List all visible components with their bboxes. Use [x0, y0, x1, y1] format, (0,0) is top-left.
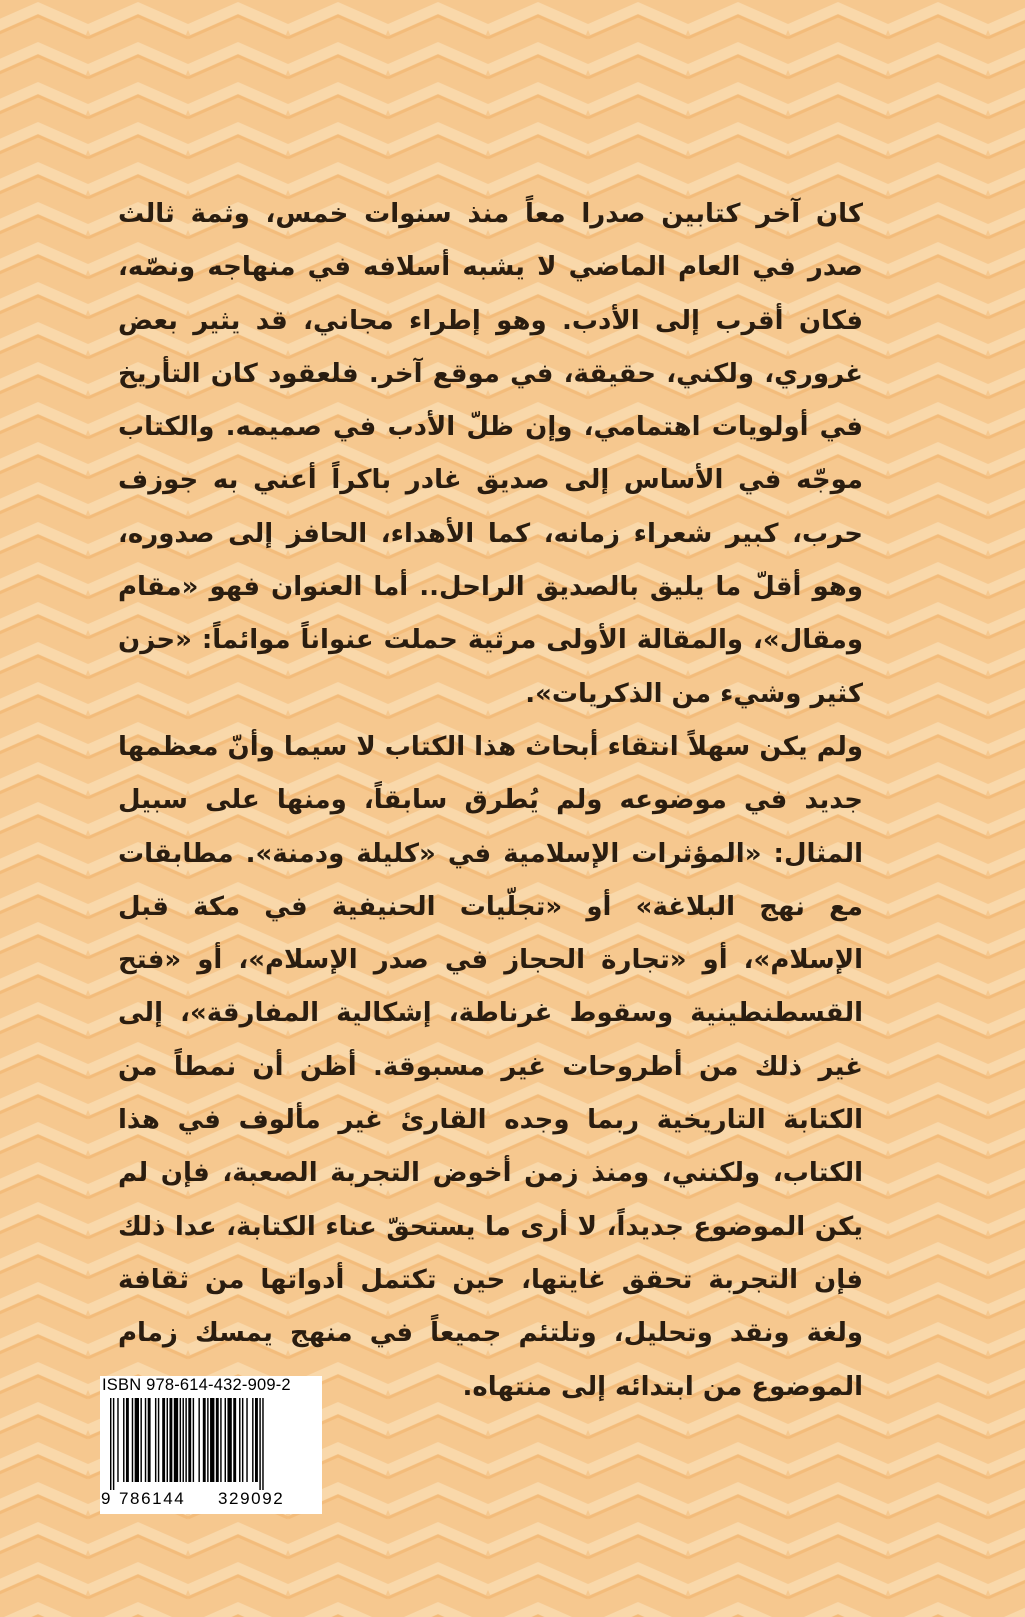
barcode-bar: [174, 1398, 178, 1482]
barcode-bar: [262, 1398, 263, 1490]
barcode-bar: [239, 1398, 240, 1482]
barcode-bar: [183, 1398, 184, 1482]
isbn-label: ISBN 978-614-432-909-2: [102, 1376, 291, 1394]
barcode-bar: [117, 1398, 118, 1482]
barcode-bar: [162, 1398, 165, 1482]
isbn-barcode: [100, 1376, 322, 1514]
barcode-bar: [255, 1398, 258, 1482]
barcode-bar: [132, 1398, 133, 1482]
barcode-bar: [233, 1398, 236, 1482]
blurb-paragraph-1: كان آخر كتابين صدرا معاً منذ سنوات خمس، وثمة ثالث صدر في العام الماضي لا يشبه أسلافه في منهاجه ونصّه، فكان أقرب إلى الأدب. وهو إطراء مجاني، قد يثير بعض غروري، ولكني، حقيقة، في موقع آخر. فلعقود كان التأريخ في أولويات اهتمامي، وإن ظلّ الأدب في صميمه. والكتاب موجّه في الأساس إلى صديق غادر باكراً أعني به جوزف حرب، كبير شعراء زمانه، كما الأهداء، الحافز إلى صدوره، وهو أقلّ ما يليق بالصديق الراحل.. أما العنوان فهو «مقام ومقال»، والمقالة الأولى مرثية حملت عنواناً موائماً: «حزن كثير وشيء من الذكريات».: [118, 199, 863, 709]
barcode-bar: [167, 1398, 168, 1482]
barcode-bar: [198, 1398, 199, 1482]
barcode-bar: [252, 1398, 253, 1482]
barcode-bar: [140, 1398, 141, 1482]
barcode-bar: [158, 1398, 159, 1482]
barcode-bar: [246, 1398, 247, 1482]
barcode-bar: [216, 1398, 219, 1482]
barcode-bar: [188, 1398, 191, 1482]
barcode-bar: [225, 1398, 226, 1482]
barcode-bar: [210, 1398, 214, 1482]
barcode-bar: [123, 1398, 124, 1482]
barcode-bar: [193, 1398, 194, 1482]
barcode-bar: [113, 1398, 114, 1490]
barcode-bar: [259, 1398, 260, 1490]
barcode-bar: [207, 1398, 208, 1482]
back-cover-blurb: [118, 188, 863, 1414]
barcode-bar: [145, 1398, 146, 1482]
barcode-bar: [220, 1398, 221, 1482]
barcode-bar: [203, 1398, 206, 1482]
barcode-bar: [185, 1398, 186, 1482]
blurb-paragraph-2: ولم يكن سهلاً انتقاء أبحاث هذا الكتاب لا سيما وأنّ معظمها جديد في موضوعه ولم يُطرق سابقاً، ومنها على سبيل المثال: «المؤثرات الإسلامية في «كليلة ودمنة». مطابقات مع نهج البلاغة» أو «تجلّيات الحنيفية في مكة قبل الإسلام»، أو «تجارة الحجاز في صدر الإسلام»، أو «فتح القسطنطينية وسقوط غرناطة، إشكالية المفارقة»، إلى غير ذلك من أطروحات غير مسبوقة. أظن أن نمطاً من الكتابة التاريخية ربما وجده القارئ غير مألوف في هذا الكتاب، ولكنني، ومنذ زمن أخوض التجربة الصعبة، فإن لم يكن الموضوع جديداً، لا أرى ما يستحقّ عناء الكتابة، عدا ذلك فإن التجربة تحقق غايتها، حين تكتمل أدواتها من ثقافة ولغة ونقد وتحليل، وتلتئم جميعاً في منهج يمسك زمام الموضوع من ابتدائه إلى منتهاه.: [118, 731, 863, 1402]
barcode-bar: [135, 1398, 139, 1482]
barcode-bar: [110, 1398, 111, 1490]
barcode-bar: [169, 1398, 172, 1482]
ean-digits: [100, 1489, 322, 1511]
barcode-bar: [155, 1398, 156, 1482]
barcode-bar: [242, 1398, 243, 1482]
barcode-bar: [148, 1398, 151, 1482]
barcode-bars: [110, 1398, 312, 1490]
ean-right-group: 329092: [218, 1489, 285, 1508]
barcode-bar: [227, 1398, 231, 1482]
ean-first-digit: 9: [101, 1489, 113, 1508]
ean-left-group: 786144: [119, 1489, 186, 1508]
barcode-bar: [126, 1398, 129, 1482]
barcode-bar: [180, 1398, 181, 1482]
